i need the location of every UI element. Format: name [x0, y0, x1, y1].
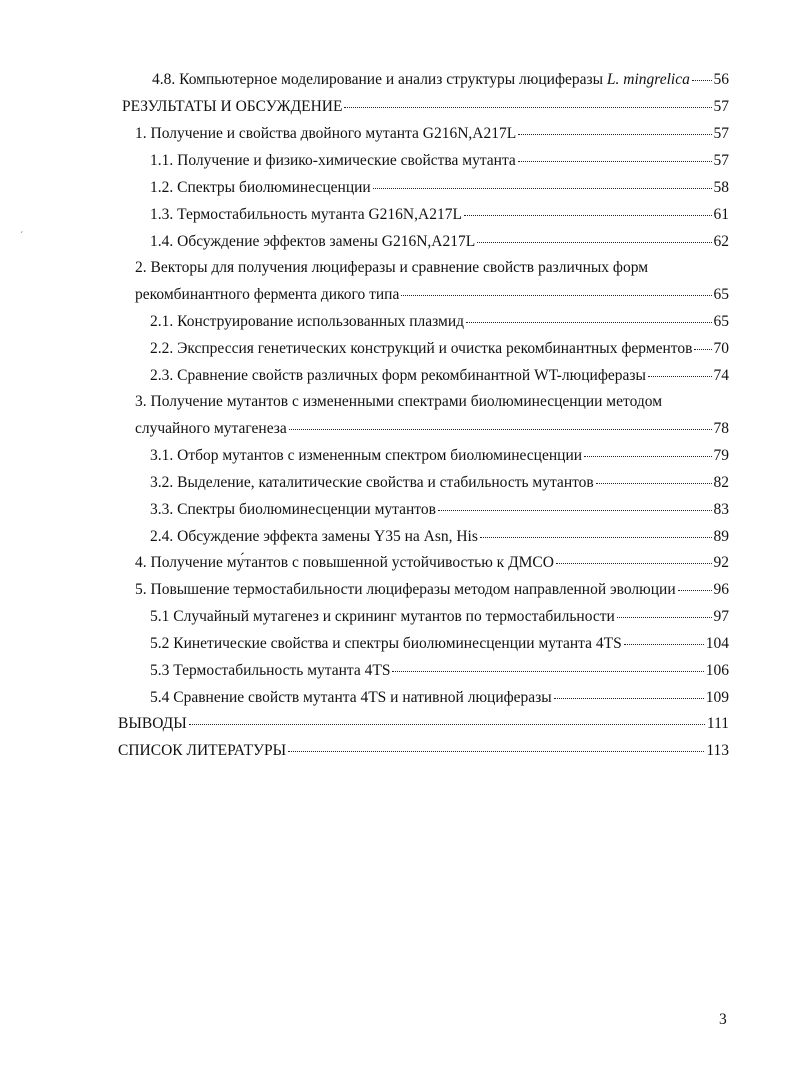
toc-entry-title: 2.3. Сравнение свойств различных форм рекомбинантной WT-люциферазы: [150, 367, 646, 384]
toc-entry-title: 5.1 Случайный мутагенез и скрининг мутантов по термостабильности: [150, 608, 615, 625]
toc-entry-title: 5.3 Термостабильность мутанта 4TS: [150, 662, 391, 679]
toc-entry-title: СПИСОК ЛИТЕРАТУРЫ: [118, 742, 287, 759]
toc-entry-title: 4.8. Компьютерное моделирование и анализ структуры люциферазы L. mingrelica: [152, 71, 690, 88]
toc-page-number: 62: [713, 233, 729, 250]
dot-leader: [466, 321, 711, 323]
toc-entry: [135, 551, 729, 575]
toc-entry: [150, 659, 729, 683]
toc-entry: [150, 230, 729, 254]
toc-entry-title: 1.2. Спектры биолюминесценции: [150, 179, 371, 196]
dot-leader: [554, 697, 704, 699]
toc-entry-title-line1: 3. Получение мутантов с измененными спектрами биолюминесценции методом: [135, 393, 663, 410]
toc-page-number: 96: [713, 581, 729, 598]
toc-entry: [150, 310, 729, 334]
toc-entry-title-line2: случайного мутагенеза: [135, 420, 287, 437]
toc-page-number: 58: [713, 179, 729, 196]
toc-page-number: 104: [705, 635, 729, 652]
toc-page-number: 97: [713, 608, 729, 625]
toc-page-number: 113: [706, 742, 729, 759]
toc-page-number: 111: [706, 715, 729, 732]
dot-leader: [596, 482, 712, 484]
toc-entry-title: ВЫВОДЫ: [118, 715, 187, 732]
toc-entry: [150, 605, 729, 629]
toc-entry: [150, 364, 729, 388]
toc-entry: [150, 203, 729, 227]
toc-entry: [118, 739, 729, 763]
dot-leader: [584, 455, 711, 457]
dot-leader: [678, 589, 712, 591]
dot-leader: [392, 670, 703, 672]
toc-page-number: 56: [713, 71, 729, 88]
dot-leader: [438, 509, 712, 511]
dot-leader: [288, 750, 704, 752]
toc-entry-title: 1. Получение и свойства двойного мутанта G216N,A217L: [135, 125, 517, 142]
dot-leader: [477, 241, 711, 243]
toc-entry-title: 2.1. Конструирование использованных плазмид: [150, 313, 465, 330]
page-number: 3: [719, 1011, 727, 1028]
toc-page-number: 61: [713, 206, 729, 223]
toc-page-number: 83: [713, 501, 729, 518]
toc-entry: [122, 95, 729, 119]
toc-page-number: 57: [713, 125, 729, 142]
toc-entry-title-italic: L. mingrelica: [606, 71, 690, 88]
toc-entry-title: 3.2. Выделение, каталитические свойства и стабильность мутантов: [150, 474, 594, 491]
toc-entry: [135, 283, 729, 307]
toc-entry: [150, 471, 729, 495]
toc-page-number: 106: [705, 662, 729, 679]
toc-entry-title-line2: рекомбинантного фермента дикого типа: [135, 286, 400, 303]
toc-entry: [150, 686, 729, 710]
toc-entry-title: 3.3. Спектры биолюминесценции мутантов: [150, 501, 436, 518]
toc-page-number: 79: [713, 447, 729, 464]
toc-entry: [150, 632, 729, 656]
toc-entry: [152, 68, 729, 92]
toc-entry-title: 1.3. Термостабильность мутанта G216N,A217L: [150, 206, 462, 223]
toc-entry: [150, 337, 729, 361]
toc-entry-title: 1.4. Обсуждение эффектов замены G216N,A217L: [150, 233, 476, 250]
dot-leader: [189, 723, 705, 725]
toc-entry: [135, 122, 729, 146]
toc-entry: [150, 176, 729, 200]
toc-entry-title: 3.1. Отбор мутантов с измененным спектром биолюминесценции: [150, 447, 583, 464]
toc-entry-title: 5. Повышение термостабильности люциферазы методом направленной эволюции: [135, 581, 676, 598]
dot-leader: [624, 643, 704, 645]
toc-entry-title: РЕЗУЛЬТАТЫ И ОБСУЖДЕНИЕ: [122, 98, 343, 115]
toc-page-number: 57: [713, 98, 729, 115]
toc-page-number: 57: [713, 152, 729, 169]
dot-leader: [344, 106, 711, 108]
dot-leader: [480, 536, 712, 538]
toc-entry-title: 5.4 Сравнение свойств мутанта 4TS и нативной люциферазы: [150, 689, 552, 706]
toc-entry-title-line1: 2. Векторы для получения люциферазы и сравнение свойств различных форм: [135, 259, 649, 276]
toc-page-number: 82: [713, 474, 729, 491]
toc-entry-title: 4. Получение му́тантов с повышенной устойчивостью к ДМСО: [135, 554, 554, 571]
toc-entry: [150, 149, 729, 173]
toc-page-number: 109: [705, 689, 729, 706]
dot-leader: [617, 616, 712, 618]
dot-leader: [289, 428, 712, 430]
dot-leader: [556, 562, 712, 564]
toc-page-number: 65: [713, 286, 729, 303]
toc-entry: [150, 498, 729, 522]
toc-page-number: 89: [713, 528, 729, 545]
toc-entry: [118, 712, 729, 736]
dot-leader: [401, 294, 711, 296]
toc-entry: [135, 578, 729, 602]
toc-entry: [150, 444, 729, 468]
toc-page-number: 65: [713, 313, 729, 330]
dot-leader: [518, 160, 712, 162]
dot-leader: [373, 187, 712, 189]
dot-leader: [464, 214, 712, 216]
toc-entry-title: 5.2 Кинетические свойства и спектры биолюминесценции мутанта 4TS: [150, 635, 622, 652]
toc-page-number: 78: [713, 420, 729, 437]
dot-leader: [518, 133, 711, 135]
dot-leader: [648, 375, 712, 377]
toc-entry: [135, 417, 729, 441]
scan-speck: ´: [20, 231, 24, 242]
toc-entry-title: 2.4. Обсуждение эффекта замены Y35 на Asn, His: [150, 528, 478, 545]
toc-page-number: 70: [713, 340, 729, 357]
toc-page-number: 92: [713, 554, 729, 571]
dot-leader: [694, 348, 711, 350]
toc-entry-title: 2.2. Экспрессия генетических конструкций и очистка рекомбинантных ферментов: [150, 340, 693, 357]
toc-entry-title: 1.1. Получение и физико-химические свойства мутанта: [150, 152, 516, 169]
dot-leader: [692, 79, 712, 81]
toc-entry: [150, 525, 729, 549]
toc-page-number: 74: [713, 367, 729, 384]
